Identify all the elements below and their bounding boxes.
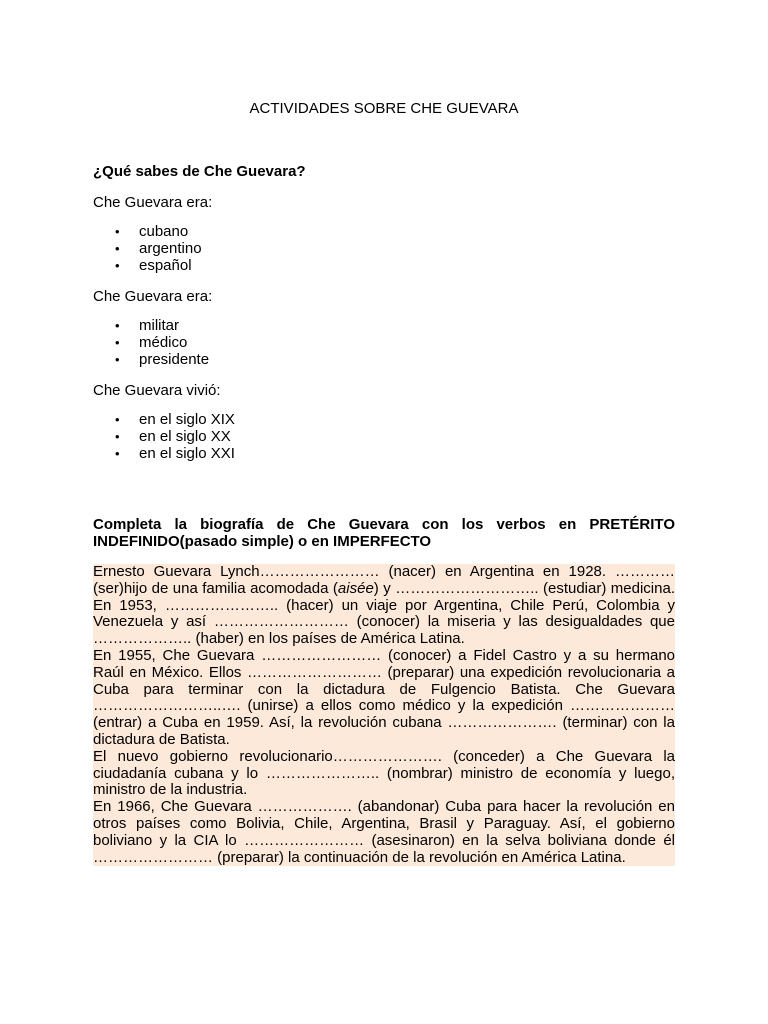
option-label: español: [139, 257, 192, 274]
question-3-prompt: Che Guevara vivió:: [93, 382, 221, 399]
question-3-options: [93, 411, 675, 462]
biography-text-span: ) y ……………………….. (estudiar) medicina. En 1953, ………………….. (hacer) un viaje por Argentina, Chile Perú, Colombia y Venezuela y así ……………………… (conocer) la miseria y las desigualdades que ……………….. (haber) en los países de América Latina.: [93, 579, 675, 648]
question-2-options: [93, 317, 675, 368]
option-label: en el siglo XIX: [139, 411, 235, 428]
biography-text-span: Ernesto Guevara Lynch…………………… (nacer) en Argentina en 1928. ………… (ser)hijo de una familia acomodada (: [93, 563, 675, 597]
question-3-option-2: [115, 428, 675, 445]
biography-text: [93, 564, 675, 866]
question-2-prompt: Che Guevara era:: [93, 288, 213, 305]
option-label: médico: [139, 334, 188, 351]
bullet-icon: •: [115, 241, 120, 256]
question-2-option-2: [115, 334, 675, 351]
option-label: argentino: [139, 240, 202, 257]
question-1-options: [93, 223, 675, 274]
question-2-option-3: [115, 351, 675, 368]
bullet-icon: •: [115, 335, 120, 350]
question-1-prompt: Che Guevara era:: [93, 194, 213, 211]
italic-term: aisée: [337, 579, 374, 597]
bullet-icon: •: [115, 224, 120, 239]
biography-paragraph-2: En 1955, Che Guevara …………………… (conocer) a Fidel Castro y a su hermano Raúl en México. Ellos ……………………… (preparar) una expedición revolucionaria a Cuba para terminar con la dictadura de Fulgencio Batista. Che Guevara ……………………..…. (unirse) a ellos como médico y la expedición ………………… (entrar) a Cuba en 1959. Así, la revolución cubana …………………. (terminar) con la dictadura de Batista.: [93, 646, 675, 748]
task-instruction: Completa la biografía de Che Guevara con los verbos en PRETÉRITO INDEFINIDO(pasado simple) o en IMPERFECTO: [93, 516, 675, 550]
quiz-section: [93, 163, 675, 476]
question-1-option-1: [115, 223, 675, 240]
question-1-option-3: [115, 257, 675, 274]
bullet-icon: •: [115, 352, 120, 367]
question-1-option-2: [115, 240, 675, 257]
option-label: en el siglo XXI: [139, 445, 235, 462]
bullet-icon: •: [115, 318, 120, 333]
biography-paragraph-3: El nuevo gobierno revolucionario…………………. (conceder) a Che Guevara la ciudadanía cubana y lo ………………….. (nombrar) ministro de economía y luego, ministro de la industria.: [93, 747, 675, 799]
option-label: presidente: [139, 351, 210, 368]
bullet-icon: •: [115, 429, 120, 444]
question-3-option-1: [115, 411, 675, 428]
bullet-icon: •: [115, 412, 120, 427]
biography-paragraph-4: En 1966, Che Guevara ………………. (abandonar) Cuba para hacer la revolución en otros países como Bolivia, Chile, Argentina, Brasil y Paraguay. Así, el gobierno boliviano y la CIA lo …………………… (asesinaron) en la selva boliviana donde él …………………… (preparar) la continuación de la revolución en América Latina.: [93, 798, 675, 866]
option-label: cubano: [139, 223, 189, 240]
bullet-icon: •: [115, 258, 120, 273]
document-title: ACTIVIDADES SOBRE CHE GUEVARA: [249, 100, 519, 117]
quiz-heading: ¿Qué sabes de Che Guevara?: [93, 163, 306, 180]
biography-paragraph-1: [93, 564, 675, 648]
question-3-option-3: [115, 445, 675, 462]
bullet-icon: •: [115, 446, 120, 461]
option-label: militar: [139, 317, 179, 334]
question-2-option-1: [115, 317, 675, 334]
option-label: en el siglo XX: [139, 428, 231, 445]
